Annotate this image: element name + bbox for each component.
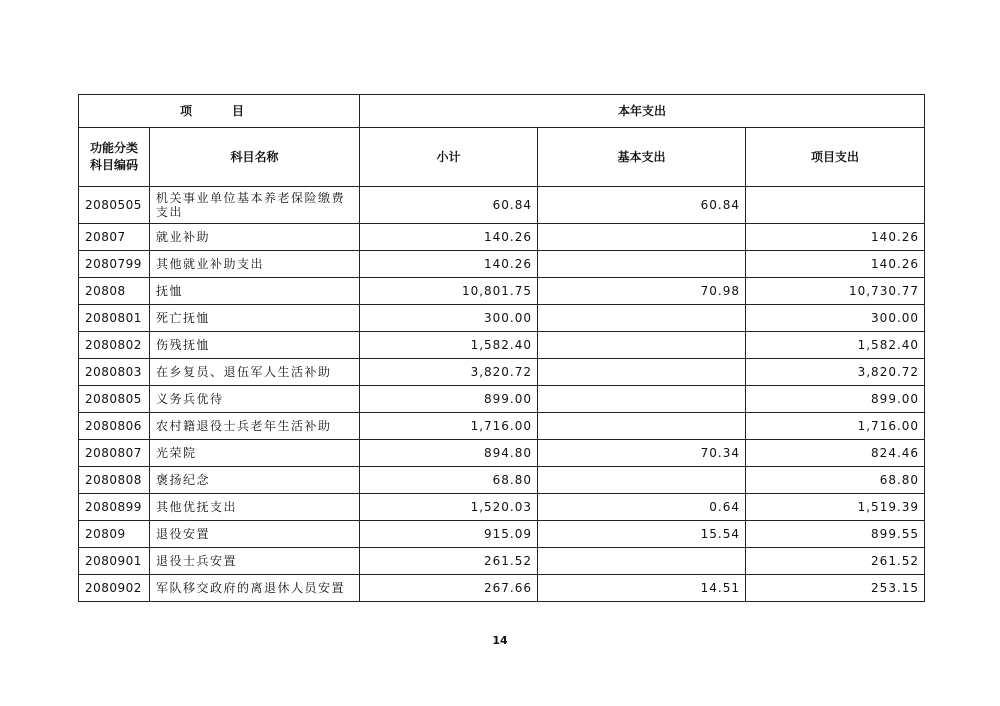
subtotal-cell: 68.80 <box>360 467 538 494</box>
subject-name-cell: 机关事业单位基本养老保险缴费支出 <box>150 187 360 224</box>
table-row <box>79 467 925 494</box>
basic-expenditure-cell <box>538 224 746 251</box>
project-expenditure-cell: 899.00 <box>746 386 925 413</box>
project-expenditure-cell: 1,519.39 <box>746 494 925 521</box>
subtotal-cell: 1,716.00 <box>360 413 538 440</box>
function-code-cell: 20807 <box>79 224 150 251</box>
project-expenditure-cell: 824.46 <box>746 440 925 467</box>
basic-expenditure-cell <box>538 332 746 359</box>
table-row <box>79 305 925 332</box>
subtotal-header: 小计 <box>360 128 538 187</box>
basic-expenditure-cell: 70.34 <box>538 440 746 467</box>
subject-name-cell: 在乡复员、退伍军人生活补助 <box>150 359 360 386</box>
table-row <box>79 359 925 386</box>
subtotal-cell: 899.00 <box>360 386 538 413</box>
subject-name-header: 科目名称 <box>150 128 360 187</box>
project-expenditure-cell: 1,582.40 <box>746 332 925 359</box>
project-expenditure-cell: 300.00 <box>746 305 925 332</box>
subject-name-cell: 褒扬纪念 <box>150 467 360 494</box>
subtotal-cell: 140.26 <box>360 224 538 251</box>
table-row <box>79 575 925 602</box>
basic-expenditure-cell: 15.54 <box>538 521 746 548</box>
table-row <box>79 548 925 575</box>
subtotal-cell: 267.66 <box>360 575 538 602</box>
project-expenditure-cell: 261.52 <box>746 548 925 575</box>
basic-expenditure-cell <box>538 359 746 386</box>
table-row <box>79 187 925 224</box>
project-expenditure-header: 项目支出 <box>746 128 925 187</box>
subject-name-cell: 农村籍退役士兵老年生活补助 <box>150 413 360 440</box>
current-year-expenditure-header: 本年支出 <box>360 95 925 128</box>
subject-name-cell: 其他优抚支出 <box>150 494 360 521</box>
basic-expenditure-cell <box>538 467 746 494</box>
function-code-cell: 2080802 <box>79 332 150 359</box>
function-code-cell: 20809 <box>79 521 150 548</box>
subtotal-cell: 10,801.75 <box>360 278 538 305</box>
project-expenditure-cell: 899.55 <box>746 521 925 548</box>
subtotal-cell: 140.26 <box>360 251 538 278</box>
budget-table <box>78 94 925 602</box>
project-header: 项 目 <box>79 95 360 128</box>
project-expenditure-cell: 140.26 <box>746 251 925 278</box>
table-row <box>79 440 925 467</box>
project-expenditure-cell: 3,820.72 <box>746 359 925 386</box>
subtotal-cell: 915.09 <box>360 521 538 548</box>
table-row <box>79 494 925 521</box>
basic-expenditure-cell: 14.51 <box>538 575 746 602</box>
function-code-cell: 2080803 <box>79 359 150 386</box>
basic-expenditure-cell: 0.64 <box>538 494 746 521</box>
basic-expenditure-cell <box>538 548 746 575</box>
basic-expenditure-cell <box>538 386 746 413</box>
project-expenditure-cell: 253.15 <box>746 575 925 602</box>
project-expenditure-cell: 140.26 <box>746 224 925 251</box>
header-row-1 <box>79 95 925 128</box>
header-row-2 <box>79 128 925 187</box>
function-code-cell: 2080808 <box>79 467 150 494</box>
subtotal-cell: 3,820.72 <box>360 359 538 386</box>
subject-name-cell: 义务兵优待 <box>150 386 360 413</box>
function-code-cell: 2080805 <box>79 386 150 413</box>
table-row <box>79 332 925 359</box>
project-expenditure-cell: 1,716.00 <box>746 413 925 440</box>
function-code-cell: 2080902 <box>79 575 150 602</box>
subtotal-cell: 60.84 <box>360 187 538 224</box>
function-code-cell: 2080806 <box>79 413 150 440</box>
subject-name-cell: 退役士兵安置 <box>150 548 360 575</box>
subtotal-cell: 1,582.40 <box>360 332 538 359</box>
table-row <box>79 413 925 440</box>
basic-expenditure-cell: 70.98 <box>538 278 746 305</box>
function-code-cell: 2080799 <box>79 251 150 278</box>
function-code-header-line2: 科目编码 <box>89 158 138 172</box>
basic-expenditure-cell <box>538 305 746 332</box>
subject-name-cell: 军队移交政府的离退休人员安置 <box>150 575 360 602</box>
basic-expenditure-cell: 60.84 <box>538 187 746 224</box>
function-code-cell: 2080807 <box>79 440 150 467</box>
function-code-header-line1: 功能分类 <box>89 141 138 155</box>
subtotal-cell: 300.00 <box>360 305 538 332</box>
basic-expenditure-header: 基本支出 <box>538 128 746 187</box>
function-code-cell: 20808 <box>79 278 150 305</box>
project-expenditure-cell: 10,730.77 <box>746 278 925 305</box>
basic-expenditure-cell <box>538 413 746 440</box>
subtotal-cell: 1,520.03 <box>360 494 538 521</box>
project-expenditure-cell <box>746 187 925 224</box>
table-row <box>79 278 925 305</box>
page-number: 14 <box>492 634 508 647</box>
table-row <box>79 521 925 548</box>
function-code-cell: 2080899 <box>79 494 150 521</box>
subtotal-cell: 894.80 <box>360 440 538 467</box>
table-row <box>79 224 925 251</box>
project-expenditure-cell: 68.80 <box>746 467 925 494</box>
table-body <box>79 187 925 602</box>
function-code-cell: 2080801 <box>79 305 150 332</box>
subject-name-cell: 光荣院 <box>150 440 360 467</box>
subject-name-cell: 抚恤 <box>150 278 360 305</box>
subject-name-cell: 伤残抚恤 <box>150 332 360 359</box>
basic-expenditure-cell <box>538 251 746 278</box>
subtotal-cell: 261.52 <box>360 548 538 575</box>
function-code-cell: 2080901 <box>79 548 150 575</box>
subject-name-cell: 死亡抚恤 <box>150 305 360 332</box>
subject-name-cell: 其他就业补助支出 <box>150 251 360 278</box>
table-row <box>79 386 925 413</box>
subject-name-cell: 退役安置 <box>150 521 360 548</box>
table-row <box>79 251 925 278</box>
function-code-cell: 2080505 <box>79 187 150 224</box>
subject-name-cell: 就业补助 <box>150 224 360 251</box>
function-code-header <box>79 128 150 187</box>
